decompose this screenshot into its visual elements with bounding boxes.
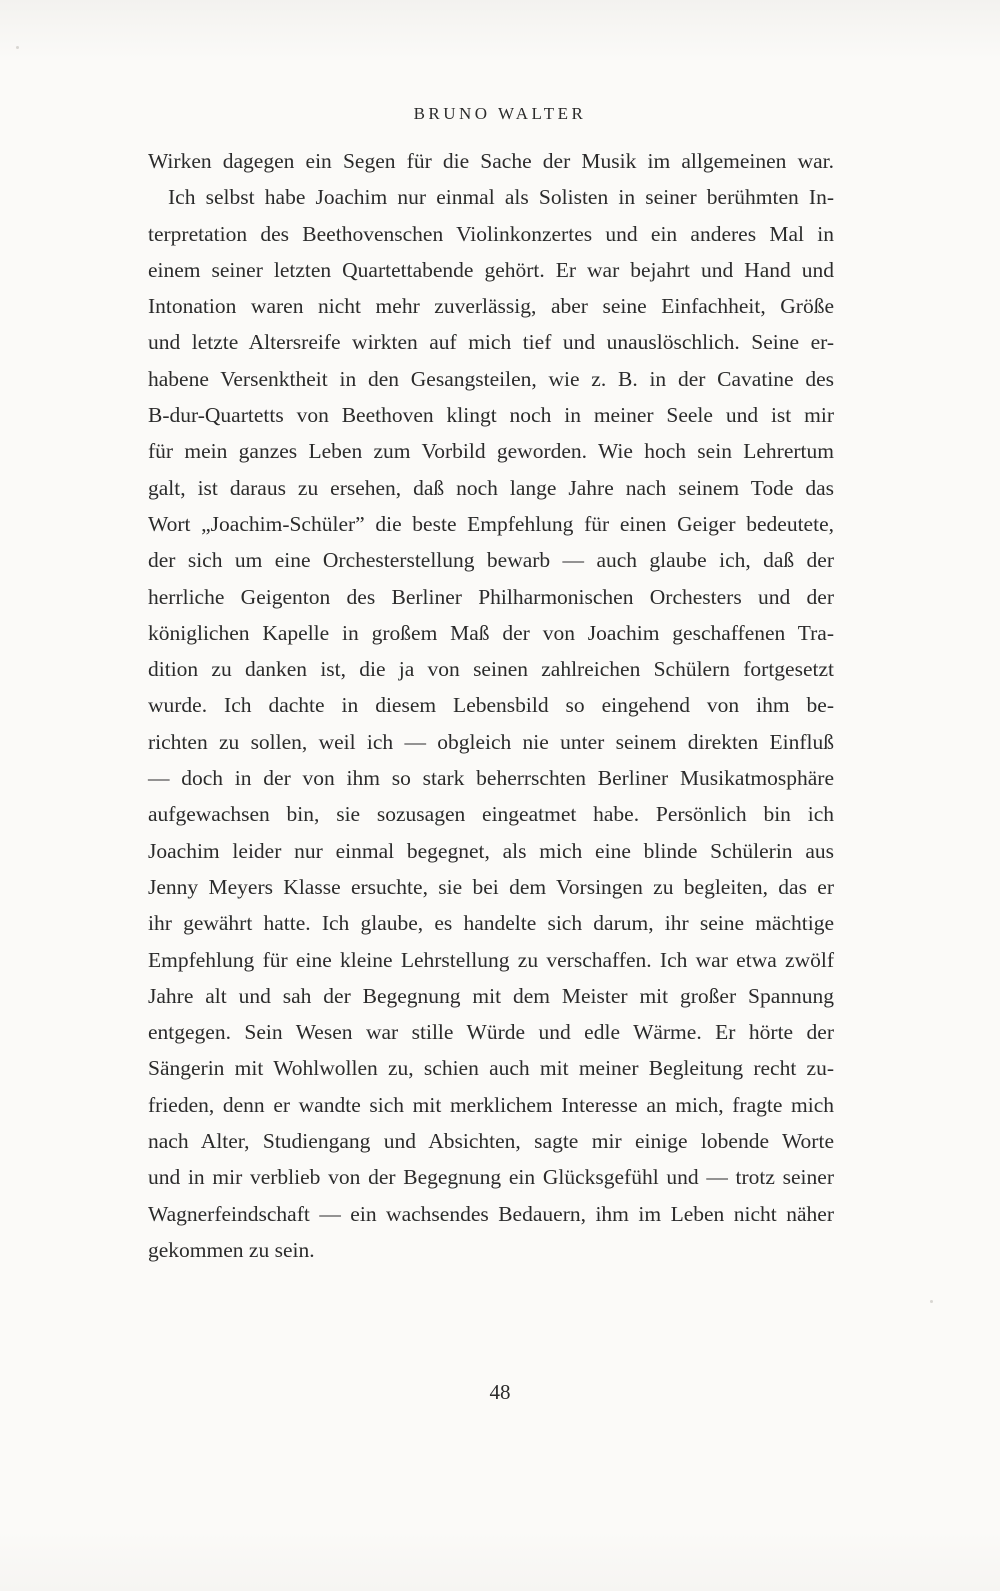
- body-text: [148, 143, 834, 1268]
- text-line: Jahre alt und sah der Begegnung mit dem Meister mit großer Spannung: [148, 983, 834, 1008]
- text-line: ihr gewährt hatte. Ich glaube, es handelte sich darum, ihr seine mächtige: [148, 911, 834, 936]
- text-line: Ich selbst habe Joachim nur einmal als Solisten in seiner berühmten In-: [168, 185, 834, 210]
- text-line: Wirken dagegen ein Segen für die Sache der Musik im allgemeinen war.: [148, 149, 834, 173]
- text-line: entgegen. Sein Wesen war stille Würde und edle Wärme. Er hörte der: [148, 1020, 834, 1045]
- text-line: richten zu sollen, weil ich — obgleich nie unter seinem direkten Einfluß: [148, 729, 834, 754]
- text-line: dition zu danken ist, die ja von seinen zahlreichen Schülern fortgesetzt: [148, 657, 834, 682]
- text-line: und in mir verblieb von der Begegnung ein Glücksgefühl und — trotz seiner: [148, 1165, 834, 1190]
- text-line: Joachim leider nur einmal begegnet, als mich eine blinde Schülerin aus: [148, 838, 834, 863]
- text-line: Wort „Joachim-Schüler” die beste Empfehlung für einen Geiger bedeutete,: [148, 511, 834, 536]
- text-line: terpretation des Beethovenschen Violinkonzertes und ein anderes Mal in: [148, 221, 834, 246]
- text-line: Jenny Meyers Klasse ersuchte, sie bei dem Vorsingen zu begleiten, das er: [148, 874, 834, 899]
- paper-speck: [16, 46, 19, 49]
- text-line: nach Alter, Studiengang und Absichten, sagte mir einige lobende Worte: [148, 1129, 834, 1154]
- text-line: habene Versenktheit in den Gesangsteilen, wie z. B. in der Cavatine des: [148, 366, 834, 391]
- text-line: — doch in der von ihm so stark beherrschten Berliner Musikatmosphäre: [148, 766, 834, 791]
- text-line: wurde. Ich dachte in diesem Lebensbild so eingehend von ihm be-: [148, 693, 834, 718]
- text-line: frieden, denn er wandte sich mit merklichem Interesse an mich, fragte mich: [148, 1092, 834, 1117]
- text-line: Sängerin mit Wohlwollen zu, schien auch mit meiner Begleitung recht zu-: [148, 1056, 834, 1081]
- text-line: königlichen Kapelle in großem Maß der von Joachim geschaffenen Tra-: [148, 620, 834, 645]
- text-line: aufgewachsen bin, sie sozusagen eingeatmet habe. Persönlich bin ich: [148, 802, 834, 827]
- text-line: herrliche Geigenton des Berliner Philharmonischen Orchesters und der: [148, 584, 834, 609]
- text-line: Wagnerfeindschaft — ein wachsendes Bedauern, ihm im Leben nicht näher: [148, 1201, 834, 1226]
- text-line: einem seiner letzten Quartettabende gehört. Er war bejahrt und Hand und: [148, 257, 834, 282]
- text-line: B-dur-Quartetts von Beethoven klingt noch in meiner Seele und ist mir: [148, 403, 834, 428]
- text-line-last: gekommen zu sein.: [148, 1237, 315, 1262]
- text-line: und letzte Altersreife wirkten auf mich tief und unauslöschlich. Seine er-: [148, 330, 834, 355]
- text-line: für mein ganzes Leben zum Vorbild geworden. Wie hoch sein Lehrertum: [148, 439, 834, 464]
- page-number: 48: [489, 1380, 511, 1404]
- running-head: BRUNO WALTER: [413, 104, 587, 123]
- text-line: Empfehlung für eine kleine Lehrstellung zu verschaffen. Ich war etwa zwölf: [148, 947, 834, 972]
- text-line: galt, ist daraus zu ersehen, daß noch lange Jahre nach seinem Tode das: [148, 475, 834, 500]
- text-line: Intonation waren nicht mehr zuverlässig, aber seine Einfachheit, Größe: [148, 294, 834, 319]
- text-line: der sich um eine Orchesterstellung bewarb — auch glaube ich, daß der: [148, 548, 834, 573]
- paper-speck: [930, 1300, 933, 1303]
